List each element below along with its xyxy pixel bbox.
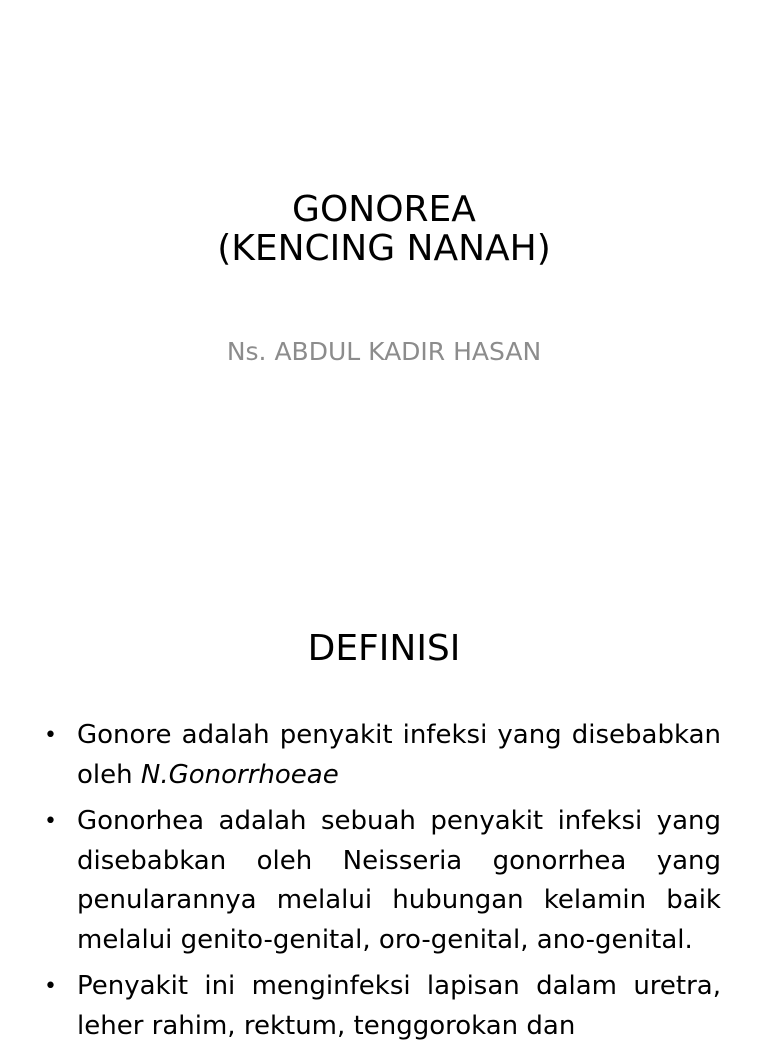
slide-subtitle: Ns. ABDUL KADIR HASAN bbox=[226, 337, 542, 366]
bullet-dot-icon: • bbox=[44, 974, 57, 999]
slide-title bbox=[0, 190, 768, 268]
bullet-text: Gonorhea adalah sebuah penyakit infeksi yang disebabkan oleh Neisseria gonorrhea yang penularannya melalui hubungan kelamin baik melalui genito-genital, oro-genital, ano-genital. bbox=[77, 806, 721, 955]
bullet-italic-text: N.Gonorrhoeae bbox=[140, 759, 339, 790]
bullet-item bbox=[0, 716, 768, 795]
bullet-item bbox=[0, 802, 768, 960]
definition-slide bbox=[0, 576, 768, 1041]
bullet-dot-icon: • bbox=[44, 723, 57, 748]
title-line-1: GONOREA bbox=[292, 189, 476, 230]
bullet-text: Penyakit ini menginfeksi lapisan dalam uretra, leher rahim, rektum, tenggorokan dan bbox=[77, 971, 721, 1041]
bullet-dot-icon: • bbox=[44, 809, 57, 834]
bullet-item bbox=[0, 967, 768, 1046]
title-line-2: (KENCING NANAH) bbox=[217, 228, 551, 269]
bullet-list bbox=[0, 716, 768, 1053]
bullet-text: Gonore adalah penyakit infeksi yang disebabkan oleh bbox=[77, 720, 721, 790]
slide-heading: DEFINISI bbox=[307, 628, 461, 669]
